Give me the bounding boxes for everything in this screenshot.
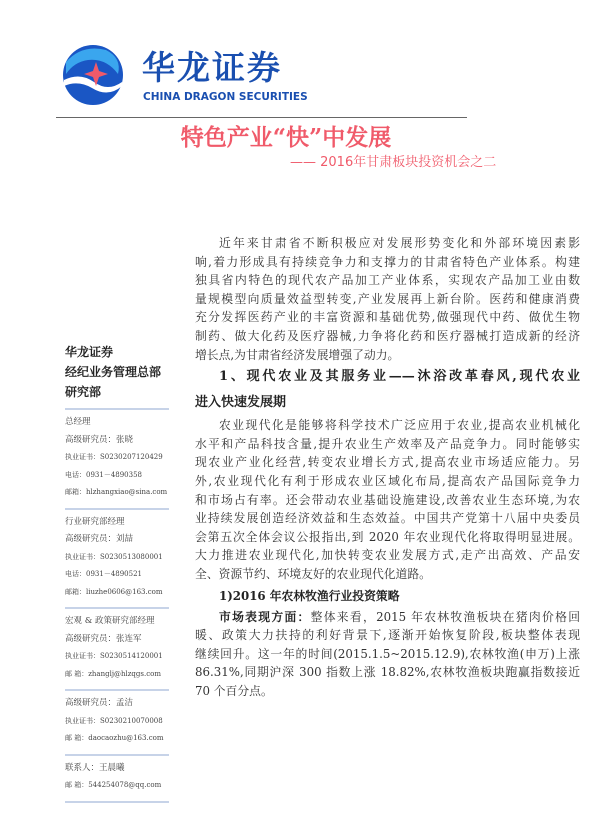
header-divider — [56, 117, 467, 118]
paragraph-line: 增长点,为甘肃省经济发展增强了动力。 — [195, 347, 400, 362]
sidebar-org-name: 华龙证券 — [65, 345, 114, 359]
paragraph-line: 量规模型向质量效益型转变,产业发展再上新台阶。医药和健康消费 — [195, 291, 580, 306]
paragraph-line: 现农业产业化经营,转变农业增长方式,提高农业市场适应能力。另 — [195, 455, 580, 470]
contact-line: 高级研究员：张连军 — [65, 633, 142, 644]
sidebar-divider — [65, 408, 169, 410]
contact-detail: 邮 箱：daocaozhu@163.com — [65, 734, 164, 742]
sidebar-org-name: 研究部 — [65, 385, 102, 399]
paragraph-line: 会第五次全体会议公报指出,到 2020 年农业现代化将取得明显进展。 — [195, 529, 580, 544]
paragraph-line: 86.31%,同期沪深 300 指数上涨 18.82%,农林牧渔板块跑赢指数接近 — [195, 665, 580, 680]
contact-detail: 执业证书：S0230207120429 — [65, 453, 163, 461]
article-body — [195, 234, 580, 700]
paragraph-line: 制药、做大化药及医疗器械,力争将化药和医疗器械打造成新的经济 — [195, 328, 580, 343]
paragraph-line: 响,着力形成具有持续竞争力和支撑力的甘肃省特色产业体系。构建 — [195, 254, 580, 269]
paragraph-lead: 市场表现方面： — [219, 609, 311, 624]
paragraph-line: 水平和产品科技含量,提升农业生产效率及产品竞争力。同时能够实 — [195, 436, 580, 451]
paragraph-line: 继续回升。这一年的时间(2015.1.5~2015.12.9),农林牧渔(申万)上涨 — [195, 646, 580, 661]
contact-detail: 执业证书：S0230513080001 — [65, 552, 163, 561]
paragraph-line: 近年来甘肃省不断积极应对发展形势变化和外部环境因素影 — [219, 236, 580, 250]
contact-detail: 执业证书：S0230514120001 — [65, 652, 163, 660]
sidebar-org-name: 经纪业务管理总部 — [65, 365, 162, 379]
sidebar-divider — [65, 607, 169, 609]
sidebar-divider — [65, 508, 169, 510]
section-heading: 进入快速发展期 — [195, 395, 287, 411]
contact-line: 高级研究员：张晓 — [65, 434, 134, 445]
brand-name-en: CHINA DRAGON SECURITIES — [143, 91, 308, 103]
contact-detail: 邮 箱：zhanglj@hlzqgs.com — [65, 669, 161, 678]
contact-detail: 执业证书：S0230210070008 — [65, 716, 163, 725]
section-heading: 1、现代农业及其服务业——沐浴改革春风,现代农业 — [219, 369, 580, 385]
contact-detail: 电话：0931－4890521 — [65, 570, 142, 578]
paragraph-line: 充分发挥医药产业的丰富资源和基础优势,做强现代中药、做优生物 — [195, 310, 580, 325]
sidebar-divider — [65, 689, 169, 691]
contact-line: 联系人：王晨曦 — [65, 762, 125, 773]
contact-detail: 邮 箱：544254078@qq.com — [65, 781, 162, 789]
paragraph-line: 全、资源节约、环境友好的农业现代化道路。 — [195, 566, 431, 581]
contact-detail: 邮箱：liuzhe0606@163.com — [65, 587, 163, 596]
subsection-heading: 1)2016 年农林牧渔行业投资策略 — [219, 588, 400, 603]
brand-name-cn: 华龙证券 — [142, 48, 282, 87]
paragraph-line: 大力推进农业现代化,加快转变农业发展方式,走产出高效、产品安 — [195, 548, 580, 563]
china-dragon-logo — [62, 44, 124, 106]
contact-line: 总经理 — [65, 417, 91, 427]
contact-detail: 邮箱：hlzhangxiao@sina.com — [65, 488, 168, 496]
sidebar-divider — [65, 801, 169, 803]
paragraph-line: 独具省内特色的现代农产品加工产业体系，实现农产品加工业由数 — [195, 273, 580, 288]
paragraph-line — [195, 608, 580, 627]
contact-line: 行业研究部经理 — [65, 516, 125, 527]
paragraph-line: 和市场占有率。还会带动农业基础设施建设,改善农业生态环境,为农 — [195, 492, 580, 507]
contact-line: 宏观 & 政策研究部经理 — [65, 616, 155, 626]
paragraph-line: 70 个百分点。 — [195, 683, 273, 698]
paragraph-line: 业持续发展创造经济效益和生态效益。中国共产党第十八届中央委员 — [195, 511, 580, 526]
contact-line: 高级研究员：刘喆 — [65, 534, 134, 544]
paragraph-line: 暖、政策大力扶持的利好背景下,逐渐开始恢复阶段,板块整体表现 — [195, 628, 580, 643]
contact-line: 高级研究员：孟洁 — [65, 698, 134, 708]
page-subtitle: —— 2016年甘肃板块投资机会之二 — [290, 155, 497, 170]
sidebar-contacts — [65, 342, 169, 807]
contact-detail: 电话：0931－4890358 — [65, 470, 142, 479]
page-title: 特色产业“快”中发展 — [180, 124, 392, 151]
paragraph-text: 整体来看，2015 年农林牧渔板块在猪肉价格回 — [310, 609, 580, 624]
paragraph-line: 外,农业现代化有利于形成农业区域化布局,提高农产品国际竞争力 — [195, 473, 580, 488]
paragraph-line: 农业现代化是能够将科学技术广泛应用于农业,提高农业机械化 — [219, 418, 580, 433]
sidebar-divider — [65, 754, 169, 756]
